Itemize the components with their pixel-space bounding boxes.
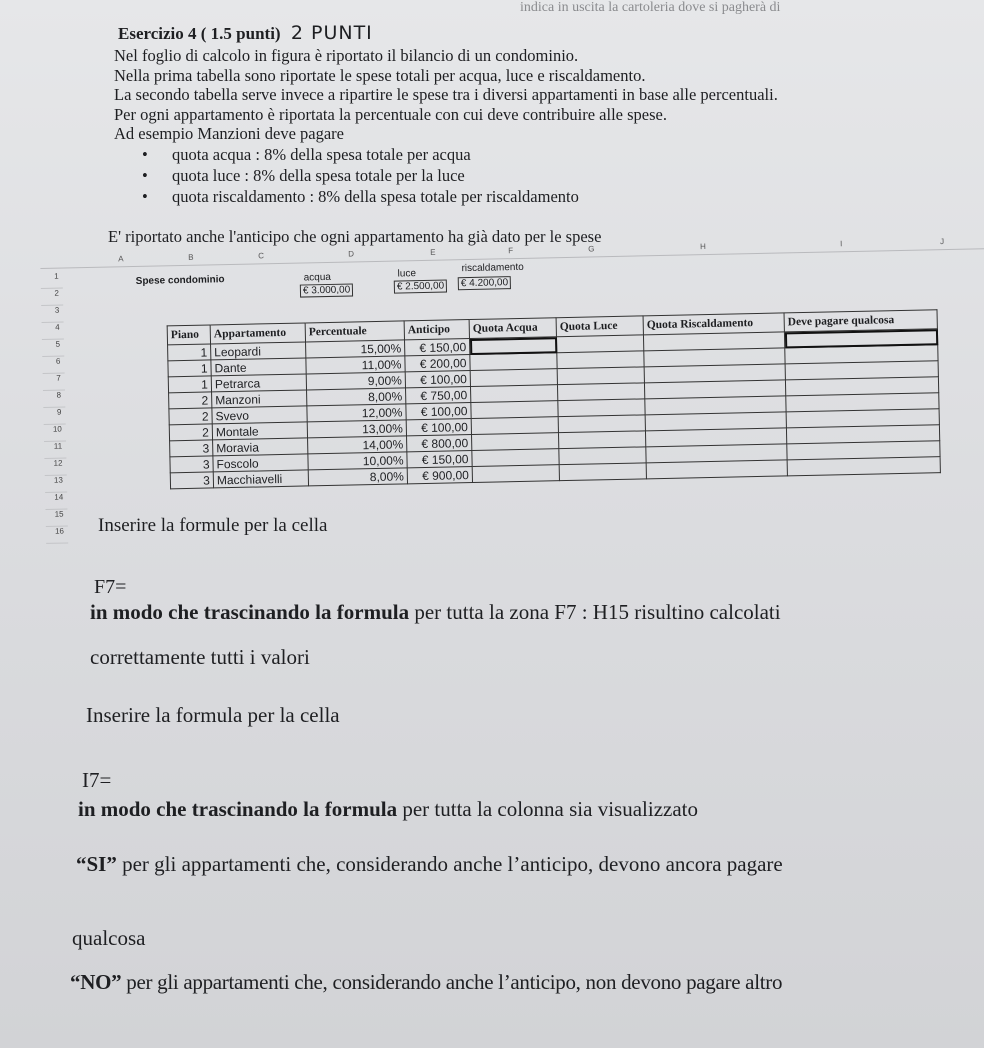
intro-paragraph: La secondo tabella serve invece a ripartire le spese tra i diversi appartamenti in base alle percentuali. (114, 85, 778, 104)
question-1-detail (90, 600, 781, 625)
cell-f7-selected (469, 337, 556, 355)
question-2-prompt: Inserire la formula per la cella (86, 703, 340, 727)
cell-empty (557, 367, 644, 385)
cell-anticipo: € 100,00 (406, 419, 471, 436)
intro-paragraph: Nel foglio di calcolo in figura è riportato il bilancio di un condominio. (114, 46, 579, 65)
exercise-intro (108, 46, 874, 246)
cell-percentuale: 10,00% (308, 452, 407, 470)
question-1-prompt: Inserire la formule per la cella (98, 515, 328, 536)
cell-empty (556, 335, 643, 353)
cell-percentuale: 9,00% (306, 372, 405, 390)
cell-appartamento: Montale (212, 422, 307, 440)
handwritten-points: 2 PUNTI (290, 22, 373, 44)
intro-paragraph: Nella prima tabella sono riportate le spese totali per acqua, luce e riscaldamento. (114, 65, 646, 85)
cell-piano: 2 (169, 392, 212, 409)
cell-piano: 1 (168, 344, 211, 361)
cell-empty (557, 351, 644, 369)
exercise-title-text: Esercizio 4 ( 1.5 punti) (118, 24, 281, 43)
column-header: I (839, 239, 843, 249)
riscaldamento-header: riscaldamento (461, 261, 524, 275)
cell-empty (470, 353, 557, 371)
row-number: 2 (41, 289, 63, 306)
cell-piano: 3 (170, 472, 213, 489)
column-header: H (700, 242, 706, 252)
row-number: 1 (41, 272, 63, 289)
intro-paragraph: Ad esempio Manzioni deve pagare (114, 124, 345, 143)
quota-item: • quota luce : 8% della spesa totale per la luce (172, 165, 874, 186)
col-quota-luce: Quota Luce (556, 316, 643, 337)
si-text: per gli appartamenti che, considerando anche l’anticipo, devono ancora pagare (116, 852, 783, 876)
si-condition-continued: qualcosa (72, 926, 146, 950)
col-anticipo: Anticipo (404, 320, 469, 340)
cell-empty (558, 399, 645, 417)
row-number: 10 (44, 425, 66, 442)
column-header: B (188, 252, 194, 262)
quota-list (114, 144, 874, 207)
cell-empty (470, 369, 557, 387)
cell-empty (557, 383, 644, 401)
cell-percentuale: 12,00% (307, 404, 406, 422)
col-quota-riscaldamento: Quota Riscaldamento (643, 313, 784, 335)
col-percentuale: Percentuale (305, 321, 404, 342)
no-text: per gli appartamenti che, considerando anche l’anticipo, non devono pagare altro (121, 970, 783, 994)
cell-anticipo: € 750,00 (406, 387, 471, 404)
row-number: 3 (41, 306, 63, 323)
cell-empty (470, 385, 557, 403)
col-quota-acqua: Quota Acqua (469, 318, 556, 339)
col-deve-pagare: Deve pagare qualcosa (784, 310, 937, 332)
cell-empty (558, 415, 645, 433)
cell-anticipo: € 800,00 (407, 435, 472, 452)
column-header: F (508, 246, 514, 256)
cell-percentuale: 8,00% (307, 388, 406, 406)
cell-percentuale: 15,00% (306, 340, 405, 358)
row-number: 16 (46, 526, 68, 543)
quota-item: • quota riscaldamento : 8% della spesa totale per riscaldamento (172, 186, 874, 207)
luce-value: € 2.500,00 (394, 279, 448, 293)
no-label: “NO” (70, 970, 122, 994)
torn-top-text: indica in uscita la cartoleria dove si pagherà di (520, 0, 781, 15)
cell-empty (558, 431, 645, 449)
luce-header: luce (397, 268, 417, 280)
question-1-bold: in modo che trascinando la formula (90, 600, 410, 624)
cell-empty (559, 463, 646, 481)
row-number: 14 (45, 492, 67, 509)
formula-i7-label: I7= (82, 768, 112, 792)
ripartizione-table (167, 309, 941, 489)
cell-empty (472, 433, 559, 451)
row-number: 7 (43, 374, 65, 391)
riscaldamento-value: € 4.200,00 (458, 276, 512, 290)
cell-appartamento: Manzoni (212, 390, 307, 408)
cell-percentuale: 14,00% (308, 436, 407, 454)
cell-piano: 2 (169, 408, 212, 425)
row-number: 11 (44, 441, 66, 458)
si-label: “SI” (76, 852, 117, 876)
cell-appartamento: Moravia (213, 438, 308, 456)
cell-percentuale: 13,00% (307, 420, 406, 438)
row-number: 15 (45, 509, 67, 526)
column-header: C (258, 251, 265, 261)
cell-percentuale: 8,00% (308, 468, 407, 486)
acqua-header: acqua (303, 271, 332, 284)
cell-appartamento: Dante (211, 358, 306, 376)
cell-appartamento: Petrarca (211, 374, 306, 392)
no-condition (70, 970, 782, 995)
quota-item: • quota acqua : 8% della spesa totale per acqua (172, 144, 874, 165)
cell-appartamento: Macchiavelli (213, 470, 308, 488)
column-header: A (118, 254, 124, 264)
acqua-value: € 3.000,00 (300, 283, 354, 297)
cell-empty (471, 417, 558, 435)
col-piano: Piano (167, 325, 210, 345)
column-header: D (348, 249, 355, 259)
row-number: 6 (42, 357, 64, 374)
cell-empty (559, 447, 646, 465)
col-appartamento: Appartamento (210, 323, 305, 344)
row-number: 13 (45, 475, 67, 492)
spese-condominio-label: Spese condominio (135, 274, 225, 288)
question-1-rest: per tutta la zona F7 : H15 risultino calcolati (409, 600, 781, 624)
question-2-bold: in modo che trascinando la formula (78, 797, 398, 821)
cell-anticipo: € 100,00 (406, 403, 471, 420)
cell-anticipo: € 150,00 (407, 451, 472, 468)
row-number: 12 (44, 458, 66, 475)
cell-anticipo: € 200,00 (405, 355, 470, 372)
cell-empty (787, 457, 940, 476)
exercise-title (118, 22, 373, 44)
cell-piano: 3 (170, 440, 213, 457)
column-header: J (939, 237, 945, 247)
row-number: 8 (43, 391, 65, 408)
intro-paragraph: Per ogni appartamento è riportata la percentuale con cui deve contribuire alle spese. (114, 104, 667, 124)
cell-piano: 1 (168, 376, 211, 393)
question-2-rest: per tutta la colonna sia visualizzato (397, 797, 698, 821)
cell-empty (472, 465, 559, 483)
intro-paragraph: E' riportato anche l'anticipo che ogni appartamento ha già dato per le spese (108, 227, 602, 246)
cell-appartamento: Leopardi (211, 342, 306, 360)
row-numbers (41, 272, 69, 544)
cell-percentuale: 11,00% (306, 356, 405, 374)
cell-appartamento: Foscolo (213, 454, 308, 472)
si-condition (76, 852, 783, 877)
column-header: G (588, 244, 595, 254)
row-number: 9 (43, 408, 65, 425)
cell-anticipo: € 900,00 (407, 466, 472, 483)
question-2-detail (78, 797, 698, 822)
cell-empty (472, 449, 559, 467)
column-header: E (430, 247, 436, 257)
cell-empty (646, 460, 787, 479)
cell-piano: 1 (168, 360, 211, 377)
cell-empty (471, 401, 558, 419)
cell-anticipo: € 150,00 (405, 339, 470, 356)
row-number: 4 (42, 323, 64, 340)
question-1-continued: correttamente tutti i valori (90, 645, 310, 669)
formula-f7-label: F7= (94, 576, 127, 598)
row-number: 5 (42, 340, 64, 357)
cell-anticipo: € 100,00 (405, 371, 470, 388)
cell-piano: 3 (170, 456, 213, 473)
cell-piano: 2 (169, 424, 212, 441)
cell-appartamento: Svevo (212, 406, 307, 424)
